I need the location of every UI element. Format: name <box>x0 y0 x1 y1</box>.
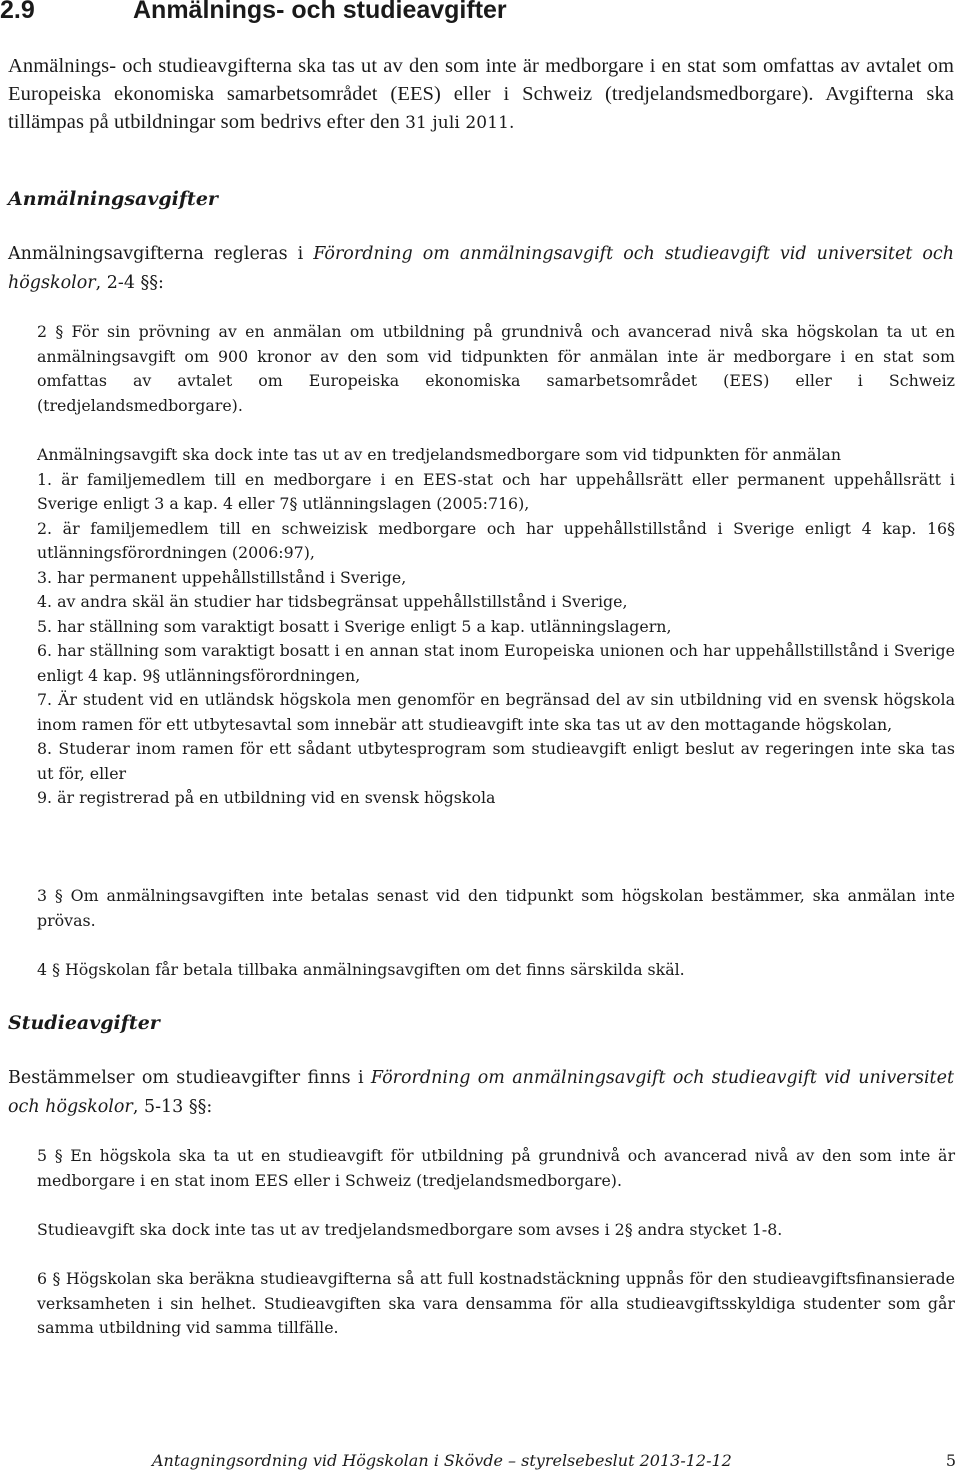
list-item: 3. har permanent uppehållstillstånd i Sverige, <box>37 567 407 587</box>
list-item: 7. Är student vid en utländsk högskola men genomför en begränsad del av sin utbildning vid en svensk högskola inom ramen för ett utbytesavtal som innebär att studieavgift inte ska tas ut av den mottagande högskolan, <box>37 690 955 734</box>
list-item: 8. Studerar inom ramen för ett sådant utbytesprogram som studieavgift enligt beslut av regeringen inte ska tas ut för, eller <box>37 739 955 783</box>
studieavgifter-lead <box>8 1064 954 1122</box>
regulation-title: Förordning om anmälningsavgift och studieavgift vid universitet och högskolor <box>8 1068 954 1117</box>
section-heading <box>0 0 960 27</box>
list-item: 5. har ställning som varaktigt bosatt i Sverige enligt 5 a kap. utlänningslagern, <box>37 616 672 636</box>
list-item: 9. är registrerad på en utbildning vid en svensk högskola <box>37 788 496 807</box>
intro-date: 31 juli 2011. <box>405 113 515 133</box>
paragraph-3: 3 § Om anmälningsavgiften inte betalas senast vid den tidpunkt som högskolan bestämmer, ska anmälan inte prövas. <box>37 886 955 930</box>
exemption-block <box>37 443 955 811</box>
exemption-intro: Anmälningsavgift ska dock inte tas ut av en tredjelandsmedborgare som vid tidpunkten för anmälan <box>37 445 842 464</box>
studieavgifter-heading: Studieavgifter <box>8 1012 160 1034</box>
page-footer <box>152 1449 960 1475</box>
list-item: 2. är familjemedlem till en schweizisk medborgare och har uppehållstillstånd i Sverige enligt 4 kap. 16§ utlänningsförordningen (2006:97), <box>37 518 955 562</box>
page-number: 5 <box>945 1451 956 1470</box>
paragraph-4: 4 § Högskolan får betala tillbaka anmälningsavgiften om det finns särskilda skäl. <box>37 960 685 979</box>
list-item: 6. har ställning som varaktigt bosatt i en annan stat inom Europeiska unionen och har uppehållstillstånd i Sverige enligt 4 kap. 9§ utlänningsförordningen, <box>37 641 955 685</box>
anmalningsavgifter-heading: Anmälningsavgifter <box>8 188 218 210</box>
paragraph-5: 5 § En högskola ska ta ut en studieavgift för utbildning på grundnivå och avancerad nivå av den som inte är medborgare i en stat inom EES eller i Schweiz (tredjelandsmedborgare). <box>37 1146 955 1190</box>
section-number: 2.9 <box>0 0 35 24</box>
list-item: 1. är familjemedlem till en medborgare i en EES-stat och har uppehållsrätt eller permanent uppehållsrätt i Sverige enligt 3 a kap. 4 eller 7§ utlänningslagen (2005:716), <box>37 469 955 513</box>
paragraph-6: 6 § Högskolan ska beräkna studieavgifterna så att full kostnadstäckning uppnås för den studieavgiftsfinansierade verksamheten i sin helhet. Studieavgiften ska vara densamma för alla studieavgiftsskyldiga studenter som går samma utbildning vid samma tillfälle. <box>37 1269 955 1337</box>
lead-text: Anmälningsavgifterna regleras i <box>8 244 314 264</box>
regulation-title: Förordning om anmälningsavgift och studieavgift vid universitet och högskolor <box>8 244 954 293</box>
anmalningsavgifter-lead <box>8 240 954 298</box>
footer-text: Antagningsordning vid Högskolan i Skövde – styrelsebeslut 2013-12-12 <box>152 1451 732 1470</box>
section-title: Anmälnings- och studieavgifter <box>133 0 507 24</box>
lead-paragraph-ref: , 5-13 §§: <box>132 1097 213 1117</box>
paragraph-5-exception: Studieavgift ska dock inte tas ut av tredjelandsmedborgare som avses i 2§ andra stycket 1-8. <box>37 1220 783 1239</box>
intro-paragraph <box>8 52 954 137</box>
exemption-list <box>37 468 955 811</box>
intro-text: Anmälnings- och studieavgifterna ska tas ut av den som inte är medborgare i en stat som omfattas av avtalet om Europeiska ekonomiska samarbetsområdet (EES) eller i Schweiz (tredjelandsmedborgare). Avgifterna ska tillämpas på utbildningar som bedrivs efter den <box>8 55 954 133</box>
paragraph-2: 2 § För sin prövning av en anmälan om utbildning på grundnivå och avancerad nivå ska högskolan ta ut en anmälningsavgift om 900 kronor av den som vid tidpunkten för anmälan inte är medborgare i en stat som omfattas av avtalet om Europeiska ekonomiska samarbetsområdet (EES) eller i Schweiz (tredjelandsmedborgare). <box>37 322 955 415</box>
list-item: 4. av andra skäl än studier har tidsbegränsat uppehållstillstånd i Sverige, <box>37 592 628 611</box>
lead-paragraph-ref: , 2-4 §§: <box>95 273 164 293</box>
lead-text: Bestämmelser om studieavgifter finns i <box>8 1068 371 1088</box>
